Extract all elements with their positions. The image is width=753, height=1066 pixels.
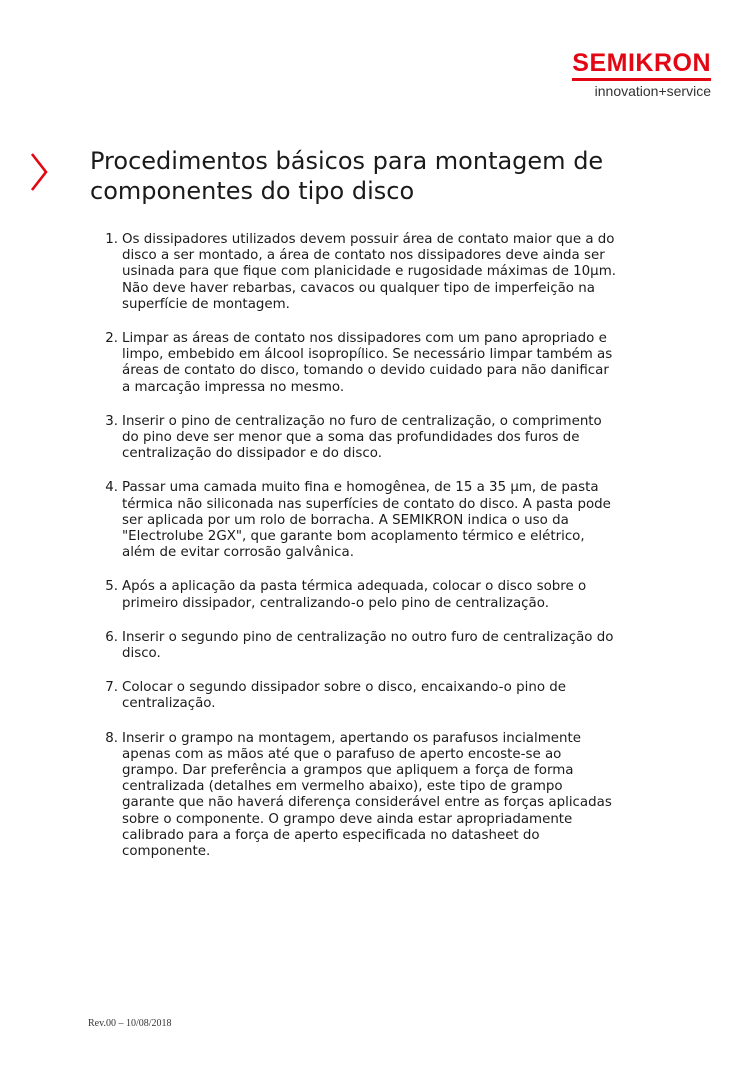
step-item: [104, 579, 694, 611]
step-text: [122, 579, 694, 611]
step-line: a marcação impressa no mesmo.: [122, 379, 345, 395]
step-line: Não deve haver rebarbas, cavacos ou qualquer tipo de imperfeição na: [122, 280, 595, 296]
step-number: 4.: [105, 480, 118, 496]
step-number: 5.: [105, 579, 118, 595]
step-line: ser aplicada por um rolo de borracha. A SEMIKRON indica o uso da: [122, 512, 569, 528]
step-line: térmica não siliconada nas superfícies de contato do disco. A pasta pode: [122, 496, 611, 512]
step-line: componente.: [122, 844, 211, 860]
semikron-logo: [551, 50, 711, 99]
step-line: áreas de contato do disco, tomando o devido cuidado para não danificar: [122, 363, 609, 379]
step-item: [104, 232, 694, 313]
step-number: 6.: [105, 629, 118, 645]
step-line: centralização do dissipador e do disco.: [122, 446, 382, 462]
step-item: [104, 731, 694, 861]
step-line: "Electrolube 2GX", que garante bom acoplamento térmico e elétrico,: [122, 529, 585, 545]
procedure-steps-list: [104, 232, 694, 878]
step-number: 7.: [105, 680, 118, 696]
step-line: grampo. Dar preferência a grampos que apliquem a força de forma: [122, 763, 574, 779]
step-line: limpo, embebido em álcool isopropílico. Se necessário limpar também as: [122, 347, 613, 363]
step-line: Passar uma camada muito fina e homogênea, de 15 a 35 µm, de pasta: [122, 480, 599, 496]
step-line: Limpar as áreas de contato nos dissipadores com um pano apropriado e: [122, 331, 607, 347]
chevron-right-icon: [28, 150, 54, 194]
logo-wordmark: SEMIKRON: [572, 50, 711, 81]
step-number: 3.: [105, 413, 118, 429]
step-text: [122, 232, 694, 313]
step-line: disco a ser montado, a área de contato nos dissipadores deve ainda ser: [122, 248, 605, 264]
step-line: além de evitar corrosão galvânica.: [122, 545, 355, 561]
title-line-1: Procedimentos básicos para montagem de: [90, 147, 604, 175]
step-item: [104, 680, 694, 712]
step-number: 2.: [105, 331, 118, 347]
step-item: [104, 630, 694, 662]
step-text: [122, 680, 694, 712]
step-text: [122, 414, 694, 463]
step-line: Inserir o pino de centralização no furo de centralização, o comprimento: [122, 413, 602, 429]
step-item: [104, 414, 694, 463]
step-number: 1.: [105, 232, 118, 247]
step-line: garante que não haverá diferença considerável entre as forças aplicadas: [122, 795, 612, 811]
step-line: disco.: [122, 646, 161, 662]
logo-tagline: innovation+service: [594, 83, 711, 99]
step-text: [122, 731, 694, 861]
revision-footer: Rev.00 – 10/08/2018: [88, 1018, 172, 1029]
step-line: do pino deve ser menor que a soma das profundidades dos furos de: [122, 430, 580, 446]
step-line: Inserir o segundo pino de centralização no outro furo de centralização do: [122, 629, 614, 645]
step-item: [104, 480, 694, 561]
page-title: [90, 146, 690, 206]
step-number: 8.: [105, 730, 118, 746]
step-line: centralizada (detalhes em vermelho abaixo), este tipo de grampo: [122, 779, 563, 795]
step-line: centralização.: [122, 696, 216, 712]
title-line-2: componentes do tipo disco: [90, 177, 415, 205]
step-line: calibrado para a força de aperto especificada no datasheet do: [122, 827, 540, 843]
step-line: primeiro dissipador, centralizando-o pelo pino de centralização.: [122, 595, 549, 611]
step-text: [122, 630, 694, 662]
step-line: Os dissipadores utilizados devem possuir área de contato maior que a do: [122, 232, 615, 247]
step-item: [104, 331, 694, 396]
step-line: sobre o componente. O grampo deve ainda estar apropriadamente: [122, 811, 573, 827]
step-text: [122, 480, 694, 561]
step-line: Inserir o grampo na montagem, apertando os parafusos incialmente: [122, 730, 581, 746]
step-line: superfície de montagem.: [122, 296, 290, 312]
step-line: Colocar o segundo dissipador sobre o disco, encaixando-o pino de: [122, 680, 567, 696]
step-text: [122, 331, 694, 396]
step-line: usinada para que fique com planicidade e rugosidade máximas de 10µm.: [122, 264, 616, 280]
step-line: apenas com as mãos até que o parafuso de aperto encoste-se ao: [122, 746, 562, 762]
step-line: Após a aplicação da pasta térmica adequada, colocar o disco sobre o: [122, 579, 587, 595]
